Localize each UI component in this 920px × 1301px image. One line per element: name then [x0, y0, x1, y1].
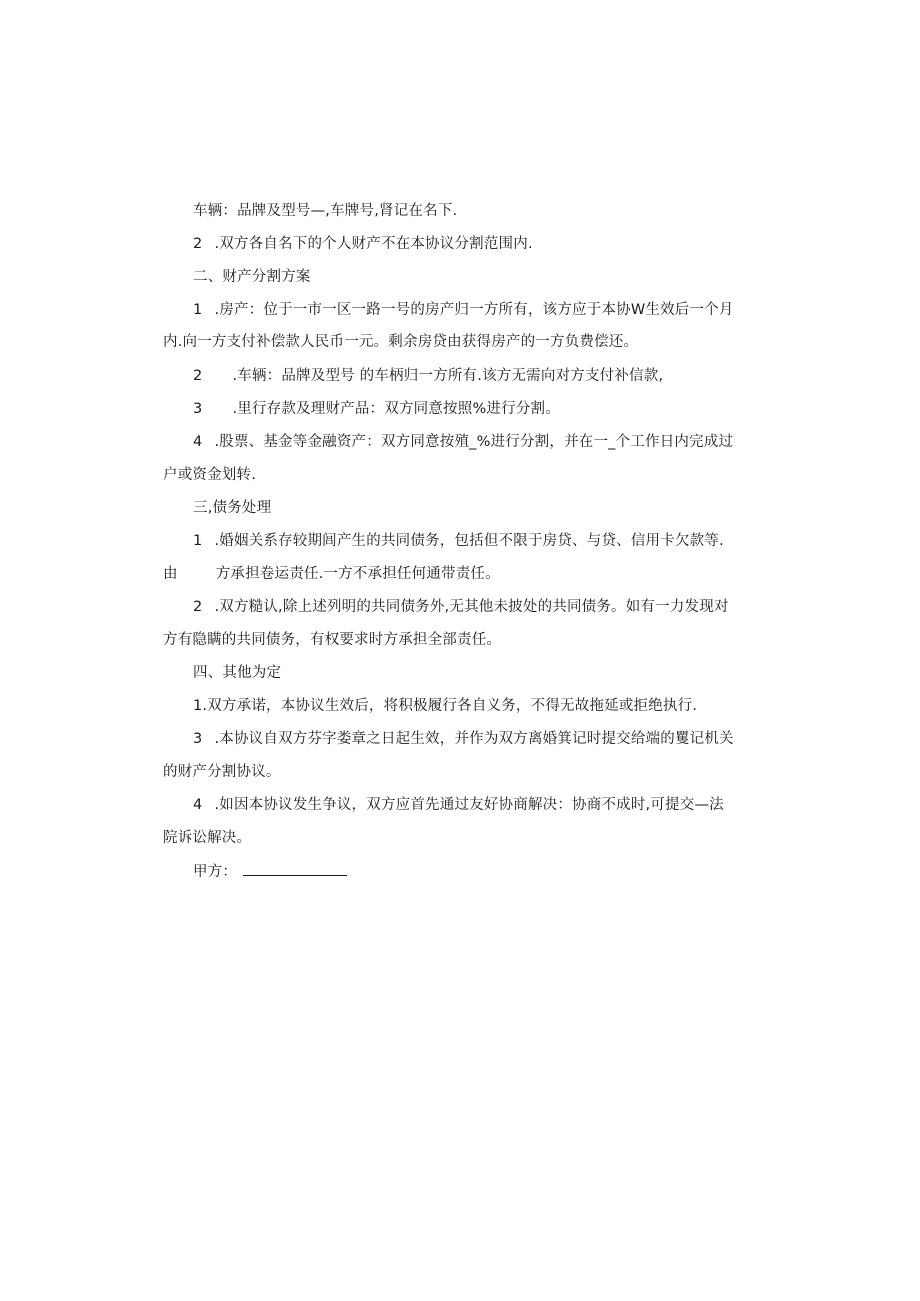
item-text: 的财产分割协议。 [163, 764, 281, 780]
item-number: 1 [193, 302, 203, 318]
item-2-personal-property [193, 234, 533, 254]
savings-clause [193, 399, 560, 419]
item-text: 1.双方承诺，本协议生效后，将积极履行各自义务，不得无故拖延或拒绝执行. [193, 698, 698, 714]
party-a-signature-blank [243, 861, 347, 876]
item-text: .车辆：品牌及型号 的车柄归一方所有.该方无需向对方支付补信款, [232, 368, 664, 384]
debt-2-line-1 [193, 597, 729, 617]
party-a-label: 甲方： [193, 864, 238, 880]
debt-1-line-2 [163, 564, 500, 584]
item-number: 2 [193, 599, 203, 615]
section-2-heading [193, 267, 311, 287]
other-4-line-2 [163, 828, 251, 848]
item-number: 2 [193, 236, 203, 252]
house-clause-line-2 [163, 332, 638, 352]
item-text: 由 [163, 566, 178, 582]
item-number: 1 [193, 533, 203, 549]
item-text: 方承担卷运责任.一方不承担任何通带责任。 [215, 566, 500, 582]
item-text: .如因本协议发生争议，双方应首先通过友好协商解决：协商不成时,可提交—法 [214, 797, 724, 813]
debt-1-line-1 [193, 531, 724, 551]
item-text: 户或资金划转. [163, 467, 257, 483]
item-number: 4 [193, 434, 203, 450]
stocks-clause-line-1 [193, 432, 733, 452]
section-heading-text: 二、财产分割方案 [193, 269, 311, 285]
item-text: .婚姻关系存较期闾产生的共同债务，包括但不限于房贷、与贷、信用卡欠款等. [214, 533, 724, 549]
section-heading-text: 三,债务处理 [193, 500, 272, 516]
item-text: .里行存款及理财产品：双方同意按照%进行分割。 [232, 401, 560, 417]
car-clause [193, 366, 663, 386]
item-text: .双方各自名下的个人财产不在本协议分割范围内. [214, 236, 533, 252]
section-4-heading [193, 663, 281, 683]
item-text: 院诉讼解决。 [163, 830, 252, 846]
other-4-line-1 [193, 795, 724, 815]
stocks-clause-line-2 [163, 465, 256, 485]
item-text: 内.向一方支付补偿款人民币一元。剩余房贷由获得房产的一方负费偿还。 [163, 334, 639, 350]
item-text: .股票、基金等金融资产：双方同意按殖_%进行分割，并在一_个工作日内完成过 [214, 434, 734, 450]
vehicle-line [193, 201, 457, 221]
item-number: 2 [193, 368, 203, 384]
other-1 [193, 696, 697, 716]
other-3-line-2 [163, 762, 281, 782]
item-number: 4 [193, 797, 203, 813]
other-3-line-1 [193, 729, 734, 749]
item-number: 3 [193, 731, 203, 747]
section-heading-text: 四、其他为定 [193, 665, 282, 681]
item-text: 方有隐瞒的共同债务，有权要求时方承担全部责任。 [163, 632, 502, 648]
item-text: .房产：位于一市一区一路一号的房产归一方所有，该方应于本协W生效后一个月 [214, 302, 734, 318]
debt-2-line-2 [163, 630, 501, 650]
item-text: .双方糙认,除上述列明的共同债务外,无其他未披处的共同债务。如有一力发现对 [214, 599, 729, 615]
item-number: 3 [193, 401, 203, 417]
house-clause-line-1 [193, 300, 734, 320]
item-text: .本协议自双方芬字娄章之日起生效，并作为双方离婚箕记时提交给端的矍记机关 [214, 731, 734, 747]
vehicle-line-text: 车辆：品牌及型号—,车牌号,肾记在名下. [193, 203, 458, 219]
party-a-signature [193, 861, 347, 882]
section-3-heading [193, 498, 271, 518]
